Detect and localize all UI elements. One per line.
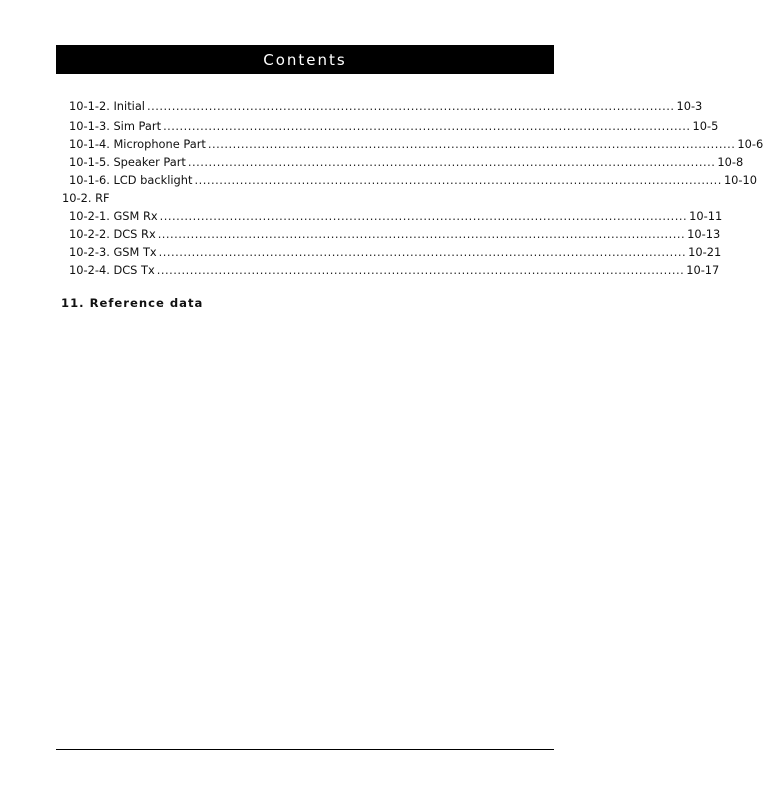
toc-dot-leader: ................................................................................................................................ xyxy=(156,263,685,277)
toc-dot-leader: ................................................................................................................................ xyxy=(163,119,691,133)
toc-entry[interactable] xyxy=(69,98,703,114)
toc-entry-label: 10-1-2. Initial xyxy=(69,99,145,113)
toc-entry-page: 10-11 xyxy=(689,209,723,223)
toc-entry[interactable] xyxy=(69,154,744,170)
toc-dot-leader: ................................................................................................................................ xyxy=(158,245,687,259)
contents-header-bar xyxy=(56,45,554,74)
toc-entry-page: 10-10 xyxy=(723,173,758,187)
toc-entry-label: 10-2-1. GSM Rx xyxy=(69,209,158,223)
toc-entry-page: 10-6 xyxy=(737,137,763,151)
section-heading-reference-data[interactable]: 11. Reference data xyxy=(61,296,204,310)
toc-entry[interactable] xyxy=(69,118,719,134)
toc-entry[interactable] xyxy=(69,172,758,188)
page-title: Contents xyxy=(263,50,347,69)
toc-dot-leader: ................................................................................................................................ xyxy=(159,209,688,223)
toc-entry-page: 10-17 xyxy=(686,263,720,277)
toc-entry[interactable] xyxy=(69,208,723,224)
toc-entry[interactable] xyxy=(69,262,720,278)
toc-entry-page: 10-13 xyxy=(687,227,721,241)
toc-dot-leader: ................................................................................................................................ xyxy=(194,173,722,187)
toc-entry[interactable] xyxy=(69,244,722,260)
toc-entry-label: 10-1-6. LCD backlight xyxy=(69,173,193,187)
toc-entry-page: 10-3 xyxy=(676,99,703,113)
toc-entry-page: 10-21 xyxy=(688,245,722,259)
toc-section-heading[interactable] xyxy=(62,190,262,206)
toc-dot-leader: ................................................................................................................................ xyxy=(207,137,736,151)
toc-dot-leader: ................................................................................................................................ xyxy=(157,227,686,241)
toc-dot-leader: ................................................................................................................................ xyxy=(187,155,716,169)
toc-entry-label: 10-2. RF xyxy=(62,191,110,205)
toc-entry-label: 10-2-3. GSM Tx xyxy=(69,245,157,259)
footer-rule xyxy=(56,749,554,750)
toc-entry-label: 10-1-3. Sim Part xyxy=(69,119,162,133)
toc-entry-page: 10-8 xyxy=(717,155,744,169)
toc-entry-label: 10-1-5. Speaker Part xyxy=(69,155,186,169)
toc-dot-leader: ................................................................................................................................ xyxy=(146,99,675,113)
toc-entry-page: 10-5 xyxy=(692,119,719,133)
toc-entry-label: 10-1-4. Microphone Part xyxy=(69,137,206,151)
toc-entry[interactable] xyxy=(69,226,721,242)
toc-entry-label: 10-2-2. DCS Rx xyxy=(69,227,156,241)
toc-entry-label: 10-2-4. DCS Tx xyxy=(69,263,155,277)
toc-entry[interactable] xyxy=(69,136,763,152)
